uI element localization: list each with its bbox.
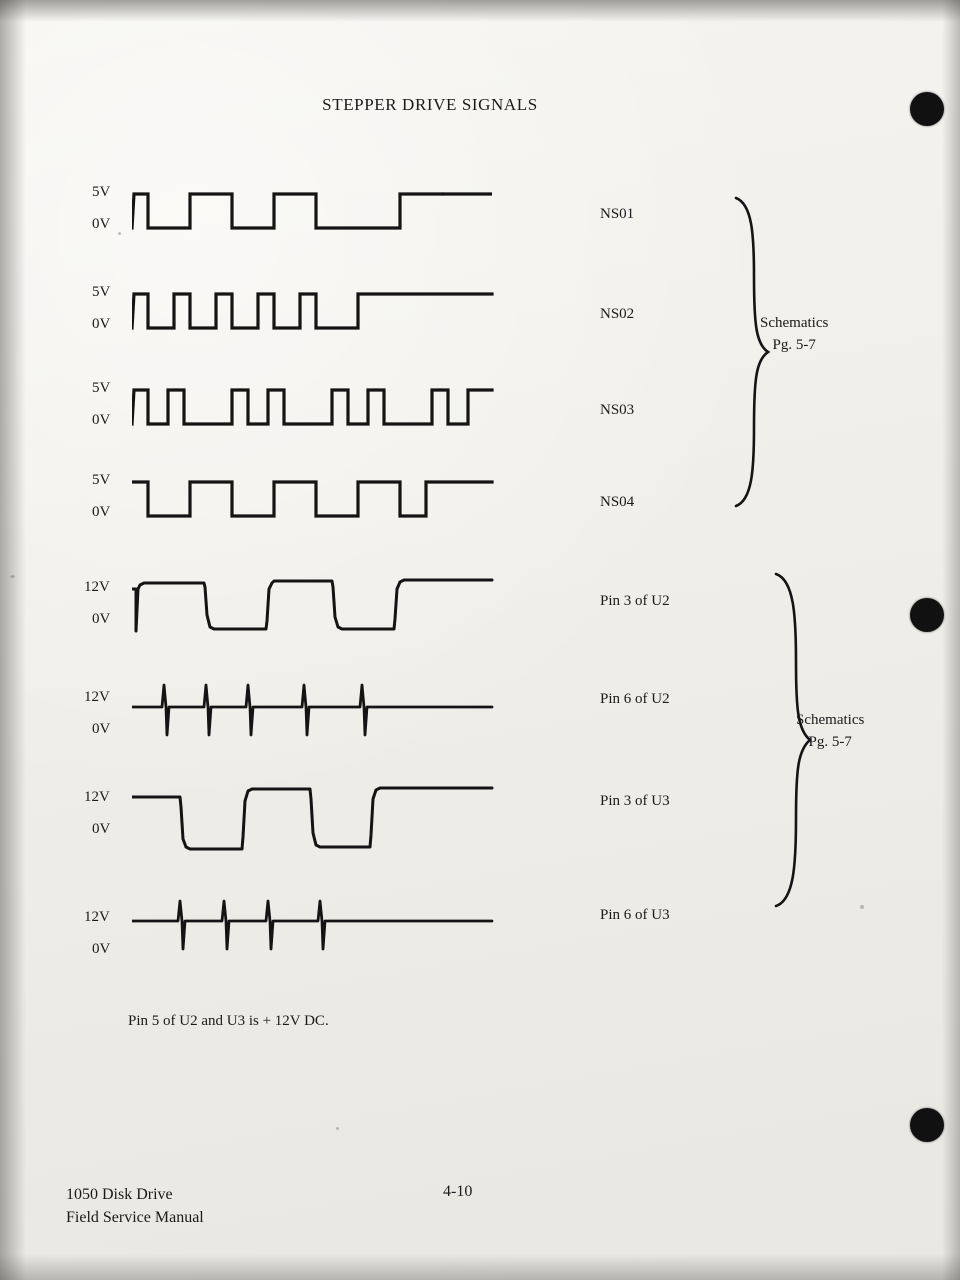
voltage-low-label: 0V — [92, 504, 111, 520]
waveform-trace-ns02 — [132, 282, 552, 362]
voltage-low-label: 0V — [92, 316, 111, 332]
waveform-trace-pin3-u2 — [132, 569, 552, 659]
punch-hole-icon — [910, 92, 944, 126]
page-edge-shadow-top — [0, 0, 960, 22]
waveform-trace-ns04 — [132, 470, 552, 550]
voltage-high-label: 12V — [84, 789, 110, 805]
voltage-low-label: 0V — [92, 821, 111, 837]
signal-name-ns02: NS02 — [600, 306, 635, 322]
waveform-trace-ns01 — [132, 182, 552, 262]
voltage-high-label: 5V — [92, 184, 111, 200]
page-edge-shadow-bottom — [0, 1254, 960, 1280]
signal-name-pin3-u2: Pin 3 of U2 — [600, 593, 670, 609]
voltage-low-label: 0V — [92, 611, 111, 627]
scan-speck — [336, 1127, 339, 1130]
signal-name-pin3-u3: Pin 3 of U3 — [600, 793, 670, 809]
punch-hole-icon — [910, 598, 944, 632]
scan-speck — [10, 575, 15, 578]
signal-name-ns01: NS01 — [600, 206, 635, 222]
group-annotation-bottom — [796, 710, 864, 754]
waveform-trace-pin3-u3 — [132, 779, 552, 869]
group-annotation-bottom-line2: Pg. 5-7 — [808, 733, 852, 750]
signal-name-pin6-u3: Pin 6 of U3 — [600, 907, 670, 923]
voltage-high-label: 5V — [92, 472, 111, 488]
figure-footnote: Pin 5 of U2 and U3 is + 12V DC. — [128, 1013, 329, 1029]
page-edge-shadow-left — [0, 0, 26, 1280]
page-number: 4-10 — [443, 1183, 473, 1200]
waveform-trace-pin6-u3 — [132, 899, 552, 989]
voltage-high-label: 5V — [92, 284, 111, 300]
voltage-high-label: 12V — [84, 909, 110, 925]
page-title: STEPPER DRIVE SIGNALS — [322, 95, 538, 114]
waveform-trace-pin6-u2 — [132, 679, 552, 769]
signal-name-pin6-u2: Pin 6 of U2 — [600, 691, 670, 707]
footer-line-2: Field Service Manual — [66, 1209, 204, 1227]
voltage-low-label: 0V — [92, 412, 111, 428]
voltage-low-label: 0V — [92, 721, 111, 737]
voltage-low-label: 0V — [92, 216, 111, 232]
page-edge-shadow-right — [942, 0, 960, 1280]
voltage-high-label: 12V — [84, 579, 110, 595]
group-annotation-top-line1: Schematics — [760, 315, 829, 331]
voltage-high-label: 12V — [84, 689, 110, 705]
group-annotation-top — [760, 313, 828, 357]
group-annotation-bottom-line1: Schematics — [796, 712, 865, 728]
voltage-high-label: 5V — [92, 380, 111, 396]
group-annotation-top-line2: Pg. 5-7 — [772, 336, 816, 353]
waveform-figure — [60, 170, 900, 970]
voltage-low-label: 0V — [92, 941, 111, 957]
waveform-trace-ns03 — [132, 378, 552, 458]
punch-hole-icon — [910, 1108, 944, 1142]
footer-manual-title — [66, 1183, 204, 1229]
signal-name-ns04: NS04 — [600, 494, 635, 510]
signal-name-ns03: NS03 — [600, 402, 635, 418]
footer-line-1: 1050 Disk Drive — [66, 1186, 173, 1203]
